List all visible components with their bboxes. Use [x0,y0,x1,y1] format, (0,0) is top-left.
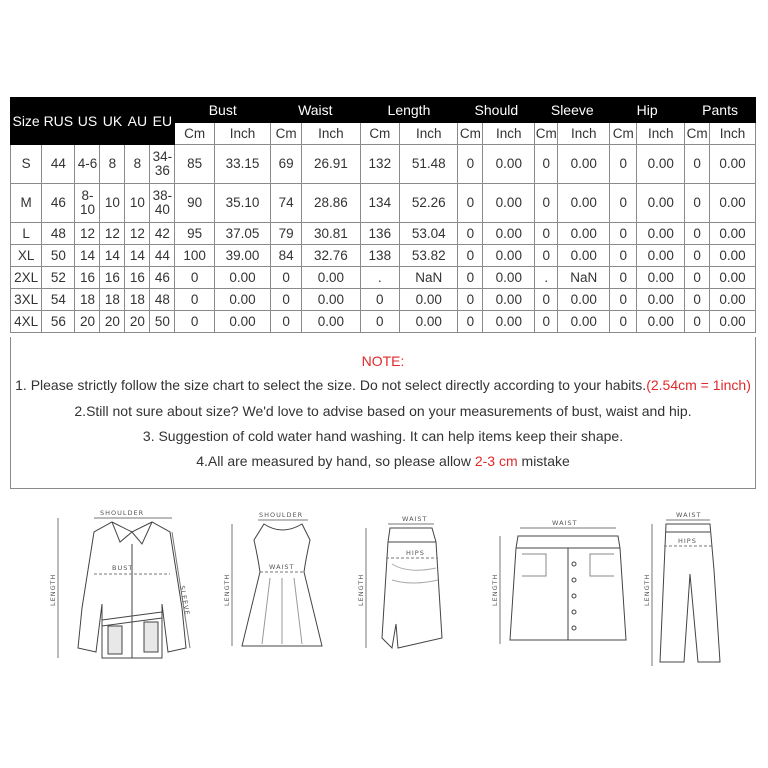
table-cell: 44 [150,245,175,267]
skirt-length-label: LENGTH [357,573,365,606]
table-cell: 12 [75,223,100,245]
hip-cm-header: Cm [610,123,637,145]
length-cm-header: Cm [360,123,400,145]
table-cell: 0.00 [483,223,535,245]
table-cell: 8 [125,145,150,184]
table-cell: 0 [535,245,558,267]
skirt-waist-label: WAIST [402,515,428,523]
table-cell: 0 [535,223,558,245]
table-cell: 0 [685,145,710,184]
table-cell: 16 [125,267,150,289]
table-cell: 20 [75,311,100,333]
table-cell: 0.00 [637,267,685,289]
bust-inch-header: Inch [214,123,270,145]
table-cell: 0 [458,145,483,184]
col-header-size: Size [11,98,42,145]
jacket-shoulder-label: SHOULDER [100,509,145,517]
table-cell: . [360,267,400,289]
header-row [11,98,756,123]
table-cell: 0.00 [400,311,458,333]
table-cell: 0.00 [558,311,610,333]
waist-inch-header: Inch [302,123,360,145]
table-cell: 0 [360,289,400,311]
col-header-sleeve: Sleeve [535,98,610,123]
note-line-4-after: mistake [517,453,570,469]
table-cell: 56 [42,311,75,333]
table-cell: 37.05 [214,223,270,245]
table-cell: 0 [610,267,637,289]
table-cell: 0.00 [558,145,610,184]
table-cell: 51.48 [400,145,458,184]
table-cell: 0 [535,145,558,184]
pants-length-label: LENGTH [643,573,651,606]
table-cell: 42 [150,223,175,245]
table-cell: 0.00 [558,245,610,267]
table-cell: 0.00 [302,267,360,289]
table-cell: 14 [75,245,100,267]
table-row [11,223,756,245]
table-cell: 33.15 [214,145,270,184]
table-cell: 0.00 [214,267,270,289]
table-cell: 39.00 [214,245,270,267]
table-row [11,184,756,223]
table-cell: 0.00 [558,184,610,223]
table-cell: 54 [42,289,75,311]
table-cell: 0 [175,267,215,289]
table-cell: 0 [610,145,637,184]
table-cell: 0.00 [637,184,685,223]
table-cell: 0 [175,289,215,311]
shorts-diagram [488,514,648,654]
table-cell: 0 [685,184,710,223]
bust-cm-header: Cm [175,123,215,145]
table-cell: 12 [125,223,150,245]
table-cell: M [11,184,42,223]
table-cell: 48 [150,289,175,311]
table-cell: 12 [100,223,125,245]
table-row [11,267,756,289]
table-cell: 0.00 [214,289,270,311]
col-header-us: US [75,98,100,145]
table-cell: NaN [558,267,610,289]
table-cell: 0.00 [710,311,756,333]
table-cell: 18 [75,289,100,311]
table-cell: 79 [271,223,302,245]
col-header-hip: Hip [610,98,685,123]
table-cell: 0.00 [483,311,535,333]
table-cell: 3XL [11,289,42,311]
sleeve-cm-header: Cm [535,123,558,145]
table-cell: 53.04 [400,223,458,245]
jacket-sleeve-label: SLEEVE [178,584,192,617]
table-cell: 0 [610,311,637,333]
table-cell: 0.00 [483,145,535,184]
table-row [11,289,756,311]
size-chart-table [10,97,756,333]
table-cell: 0.00 [483,267,535,289]
waist-cm-header: Cm [271,123,302,145]
table-cell: 74 [271,184,302,223]
note-line-4-before: 4.All are measured by hand, so please allow [196,453,475,469]
table-cell: 0.00 [400,289,458,311]
table-cell: 0 [360,311,400,333]
table-cell: 0.00 [710,267,756,289]
table-cell: 18 [125,289,150,311]
table-cell: 0.00 [302,311,360,333]
table-cell: 132 [360,145,400,184]
table-cell: 0.00 [637,145,685,184]
col-header-length: Length [360,98,458,123]
table-cell: 34-36 [150,145,175,184]
table-cell: 90 [175,184,215,223]
table-cell: 52 [42,267,75,289]
table-cell: 0 [271,311,302,333]
table-cell: 0 [610,184,637,223]
table-cell: 0.00 [483,245,535,267]
table-cell: 0 [458,289,483,311]
skirt-diagram [352,514,452,654]
table-cell: 134 [360,184,400,223]
table-cell: 50 [42,245,75,267]
col-header-uk: UK [100,98,125,145]
table-cell: 0 [685,223,710,245]
table-cell: 20 [125,311,150,333]
table-cell: 53.82 [400,245,458,267]
table-cell: 32.76 [302,245,360,267]
table-cell: 0 [175,311,215,333]
table-row [11,311,756,333]
table-cell: 0 [458,245,483,267]
table-cell: . [535,267,558,289]
dress-length-label: LENGTH [223,573,231,606]
table-cell: 20 [100,311,125,333]
table-cell: 100 [175,245,215,267]
col-header-waist: Waist [271,98,360,123]
hip-inch-header: Inch [637,123,685,145]
table-cell: 85 [175,145,215,184]
table-cell: 0 [610,289,637,311]
pants-diagram [644,510,744,670]
table-cell: 48 [42,223,75,245]
table-cell: 4-6 [75,145,100,184]
table-cell: 0 [535,184,558,223]
table-cell: 0 [685,311,710,333]
table-cell: 28.86 [302,184,360,223]
table-cell: 10 [100,184,125,223]
table-cell: 44 [42,145,75,184]
table-cell: 18 [100,289,125,311]
sleeve-inch-header: Inch [558,123,610,145]
table-cell: 0.00 [637,245,685,267]
table-cell: 2XL [11,267,42,289]
pants-waist-label: WAIST [676,511,702,519]
col-header-pants: Pants [685,98,756,123]
table-cell: 0.00 [302,289,360,311]
note-line-4 [11,453,755,469]
should-inch-header: Inch [483,123,535,145]
table-cell: 4XL [11,311,42,333]
table-cell: L [11,223,42,245]
measurement-diagrams [0,500,768,690]
table-cell: 0 [685,245,710,267]
skirt-hips-label: HIPS [406,549,425,557]
pants-hips-label: HIPS [678,537,697,545]
table-cell: 0.00 [483,289,535,311]
table-cell: 14 [100,245,125,267]
table-cell: 0.00 [710,289,756,311]
table-cell: 0.00 [637,223,685,245]
should-cm-header: Cm [458,123,483,145]
table-row [11,245,756,267]
table-cell: 95 [175,223,215,245]
table-cell: 0.00 [710,245,756,267]
table-cell: 0 [610,245,637,267]
note-line-1 [11,377,755,393]
table-cell: 0 [535,311,558,333]
table-cell: 0.00 [558,289,610,311]
table-cell: 136 [360,223,400,245]
table-cell: 8 [100,145,125,184]
pants-cm-header: Cm [685,123,710,145]
shorts-waist-label: WAIST [552,519,578,527]
note-line-4-highlight: 2-3 cm [474,453,518,469]
table-cell: 52.26 [400,184,458,223]
table-cell: 14 [125,245,150,267]
table-cell: 0 [685,267,710,289]
table-cell: 0 [458,184,483,223]
table-cell: 0.00 [483,184,535,223]
table-cell: 46 [150,267,175,289]
dress-shoulder-label: SHOULDER [259,511,304,519]
jacket-bust-label: BUST [112,564,134,572]
col-header-should: Should [458,98,535,123]
dress-waist-label: WAIST [269,563,295,571]
jacket-diagram [50,508,200,668]
table-cell: 16 [100,267,125,289]
table-cell: 0 [610,223,637,245]
table-cell: 0.00 [214,311,270,333]
table-cell: 16 [75,267,100,289]
table-cell: 0 [685,289,710,311]
dress-diagram [218,510,328,660]
table-cell: 0 [458,223,483,245]
table-cell: 30.81 [302,223,360,245]
length-inch-header: Inch [400,123,458,145]
note-line-1-highlight: (2.54cm = 1inch) [646,377,751,393]
notes-box [10,337,756,489]
pants-inch-header: Inch [710,123,756,145]
table-cell: 84 [271,245,302,267]
table-row [11,145,756,184]
table-cell: 8-10 [75,184,100,223]
table-cell: 10 [125,184,150,223]
table-cell: 0.00 [710,184,756,223]
table-cell: 0.00 [637,311,685,333]
table-cell: 0 [271,289,302,311]
note-line-2: 2.Still not sure about size? We'd love to advise based on your measurements of bust, waist and hip. [74,403,692,419]
table-cell: 0.00 [710,145,756,184]
table-cell: 0 [458,267,483,289]
table-cell: 38-40 [150,184,175,223]
table-cell: S [11,145,42,184]
table-cell: 35.10 [214,184,270,223]
shorts-length-label: LENGTH [491,573,499,606]
note-line-1-text: 1. Please strictly follow the size chart to select the size. Do not select directly according to your habits. [15,377,647,393]
table-cell: 69 [271,145,302,184]
table-cell: 0.00 [558,223,610,245]
jacket-length-label: LENGTH [49,573,57,606]
col-header-au: AU [125,98,150,145]
table-cell: 0.00 [637,289,685,311]
table-cell: NaN [400,267,458,289]
table-cell: 46 [42,184,75,223]
table-cell: 138 [360,245,400,267]
table-cell: 26.91 [302,145,360,184]
table-cell: 0 [271,267,302,289]
table-cell: 0 [535,289,558,311]
table-cell: XL [11,245,42,267]
table-cell: 0.00 [710,223,756,245]
col-header-eu: EU [150,98,175,145]
table-cell: 50 [150,311,175,333]
table-cell: 0 [458,311,483,333]
col-header-bust: Bust [175,98,271,123]
note-line-3: 3. Suggestion of cold water hand washing. It can help items keep their shape. [142,428,624,444]
col-header-rus: RUS [42,98,75,145]
note-title: NOTE: [361,353,405,369]
